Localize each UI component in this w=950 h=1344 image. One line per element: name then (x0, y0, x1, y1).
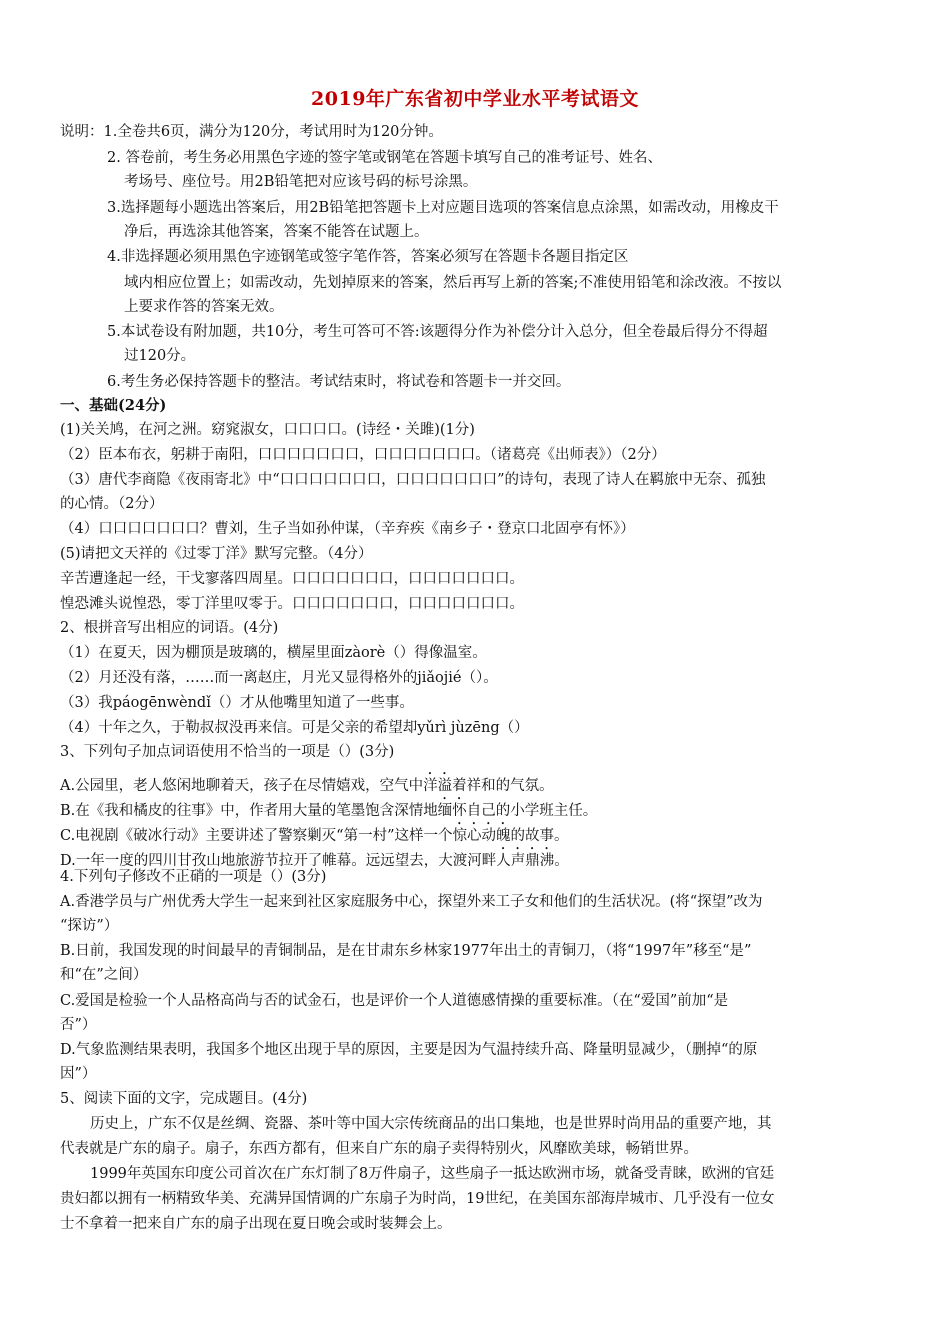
instruction-line: 考场号、座位号。用2B铅笔把对应该号码的标号涂黑。 (124, 174, 478, 190)
page-title: 2019年广东省初中学业水平考试语文 (311, 88, 639, 110)
option-a (60, 770, 554, 796)
option-d: D.气象监测结果表明，我国多个地区出现于旱的原因，主要是因为气温持续升高、降量明显减少，（删掉“的原 (60, 1042, 758, 1058)
question-stem: 3、下列句子加点词语使用不恰当的一项是（）(3分) (60, 744, 395, 760)
option-b (60, 795, 597, 821)
option-a-cont: “探访”） (60, 918, 119, 934)
question-line: （3）我páogēnwèndǐ（）才从他嘴里知道了一些事。 (60, 695, 414, 711)
option-text: 自己的小学班主任。 (466, 803, 598, 819)
question-stem: 5、阅读下面的文字，完成题目。(4分) (60, 1091, 308, 1107)
instruction-line: 净后，再选涂其他答案，答案不能答在试题上。 (124, 224, 429, 240)
instruction-line: 5.本试卷设有附加题，共10分，考生可答可不答:该题得分作为补偿分计入总分，但全卷最后得分不得超 (107, 324, 768, 340)
passage-line: 代表就是广东的扇子。扇子，东西方都有，但来自广东的扇子卖得特别火，风靡欧美球，畅销世界。 (60, 1141, 698, 1157)
option-c-cont: 否”） (60, 1017, 97, 1033)
instruction-line: 上要求作答的答案无效。 (124, 299, 284, 315)
instruction-line: 过120分。 (124, 348, 196, 364)
instruction-line: 4.非选择题必须用黑色字迹钢笔或签字笔作答，答案必须写在答题卡各题目指定区 (107, 249, 629, 265)
instruction-line: 说明：1.全卷共6页，满分为120分，考试用时为120分钟。 (60, 124, 443, 140)
option-text: 着祥和的气氛。 (452, 778, 554, 794)
question-line: （4）口口口口口口口？曹刘，生子当如孙仲谋，（辛弃疾《南乡子・登京口北固亭有怀》） (60, 521, 635, 537)
option-a: A.香港学员与广州优秀大学生一起来到社区家庭服务中心，探望外来工子女和他们的生活状况。(将“探望”改为 (60, 894, 763, 910)
passage-line: 贵妇都以拥有一柄精致华美、充满异国情调的广东扇子为时尚，19世纪，在美国东部海岸城市、几乎没有一位女 (60, 1191, 775, 1207)
instruction-line: 3.选择题每小题选出答案后，用2B铅笔把答题卡上对应题目选项的答案信息点涂黑，如需改动，用橡皮干 (107, 200, 779, 216)
passage-line: 1999年英国东印度公司首次在广东灯制了8万件扇子，这些扇子一抵达欧洲市场，就备受青睐，欧洲的官廷 (90, 1166, 775, 1182)
option-b-cont: 和“在”之间） (60, 967, 148, 983)
option-text: C.电视剧《破冰行动》主要讲述了警察剿灭“第一村”这样一个 (60, 828, 453, 844)
option-text: 。 (554, 853, 569, 869)
question-line: （3）唐代李商隐《夜雨寄北》中“口口口口口口口，口口口口口口口”的诗句，表现了诗人在羁旅中无奈、孤独 (60, 472, 766, 488)
question-line: （2）月还没有落，……而一离赵庄，月光又显得格外的jiǎojié（）。 (60, 670, 498, 686)
question-stem: 2、根拼音写出相应的词语。(4分) (60, 620, 279, 636)
question-line: 辛苦遭逢起一经，干戈寥落四周星。口口口口口口口，口口口口口口口。 (60, 571, 524, 587)
dotted-word: 惊心动魄 (452, 828, 511, 844)
instruction-line: 域内相应位置上；如需改动，先划掉原来的答案，然后再写上新的答案;不准使用铅笔和涂改液。不按以 (124, 275, 782, 291)
question-line: （1）在夏天，因为棚顶是玻璃的，横屋里面zàorè（）得像温室。 (60, 645, 487, 661)
instruction-line: 2. 答卷前，考生务必用黑色字迹的签字笔或钢笔在答题卡填写自己的准考证号、姓名、 (107, 150, 662, 166)
section-heading: 一、基础(24分) (60, 397, 167, 414)
option-c (60, 820, 569, 846)
question-line: (1)关关鸠，在河之洲。窈窕淑女，口口口口。(诗经・关雎)(1分) (60, 422, 475, 438)
question-line: （4）十年之久，于勒叔叔没再来信。可是父亲的希望却yǔrì jùzēng（） (60, 720, 529, 736)
option-c: C.爱国是检验一个人品格高尚与否的试金石，也是评价一个人道德感情操的重要标准。（在“爱国”前加“是 (60, 993, 729, 1009)
dotted-word: 缅怀 (437, 803, 467, 819)
option-text: A.公园里，老人悠闲地聊着天，孩子在尽情嬉戏，空气中 (60, 778, 424, 794)
question-stem: 4.下列句子修改不正硝的一项是（）(3分) (60, 869, 327, 885)
question-line: （2）臣本布衣，躬耕于南阳，口口口口口口口，口口口口口口口。（诸葛亮《出师表》）（2分） (60, 447, 666, 463)
instruction-line: 6.考生务必保持答题卡的整洁。考试结束时，将试卷和答题卡一并交回。 (107, 374, 571, 390)
dotted-word: 洋溢 (423, 778, 453, 794)
question-line: 的心情。（2分） (60, 496, 164, 512)
option-b: B.日前，我国发现的时间最早的青铜制品，是在甘肃东乡林家1977年出土的青铜刀，（将“1997年”移至“是” (60, 943, 752, 959)
passage-line: 士不拿着一把来自广东的扇子出现在夏日晚会或时装舞会上。 (60, 1216, 452, 1232)
passage-line: 历史上，广东不仅是丝绸、瓷器、茶叶等中国大宗传统商品的出口集地，也是世界时尚用品的重要产地，其 (90, 1116, 772, 1132)
dotted-word: 人声鼎沸 (496, 853, 555, 869)
question-line: 惶恐滩头说惶恐，零丁洋里叹零于。口口口口口口口，口口口口口口口。 (60, 596, 524, 612)
option-d-cont: 因”） (60, 1066, 97, 1082)
option-text: 的故事。 (510, 828, 569, 844)
option-text: D.一年一度的四川甘孜山地旅游节拉开了帷幕。远远望去，大渡河畔 (60, 853, 497, 869)
question-line: (5)请把文天祥的《过零丁洋》默写完整。（4分） (60, 546, 373, 562)
option-text: B.在《我和橘皮的往事》中，作者用大量的笔墨饱含深情地 (60, 803, 438, 819)
